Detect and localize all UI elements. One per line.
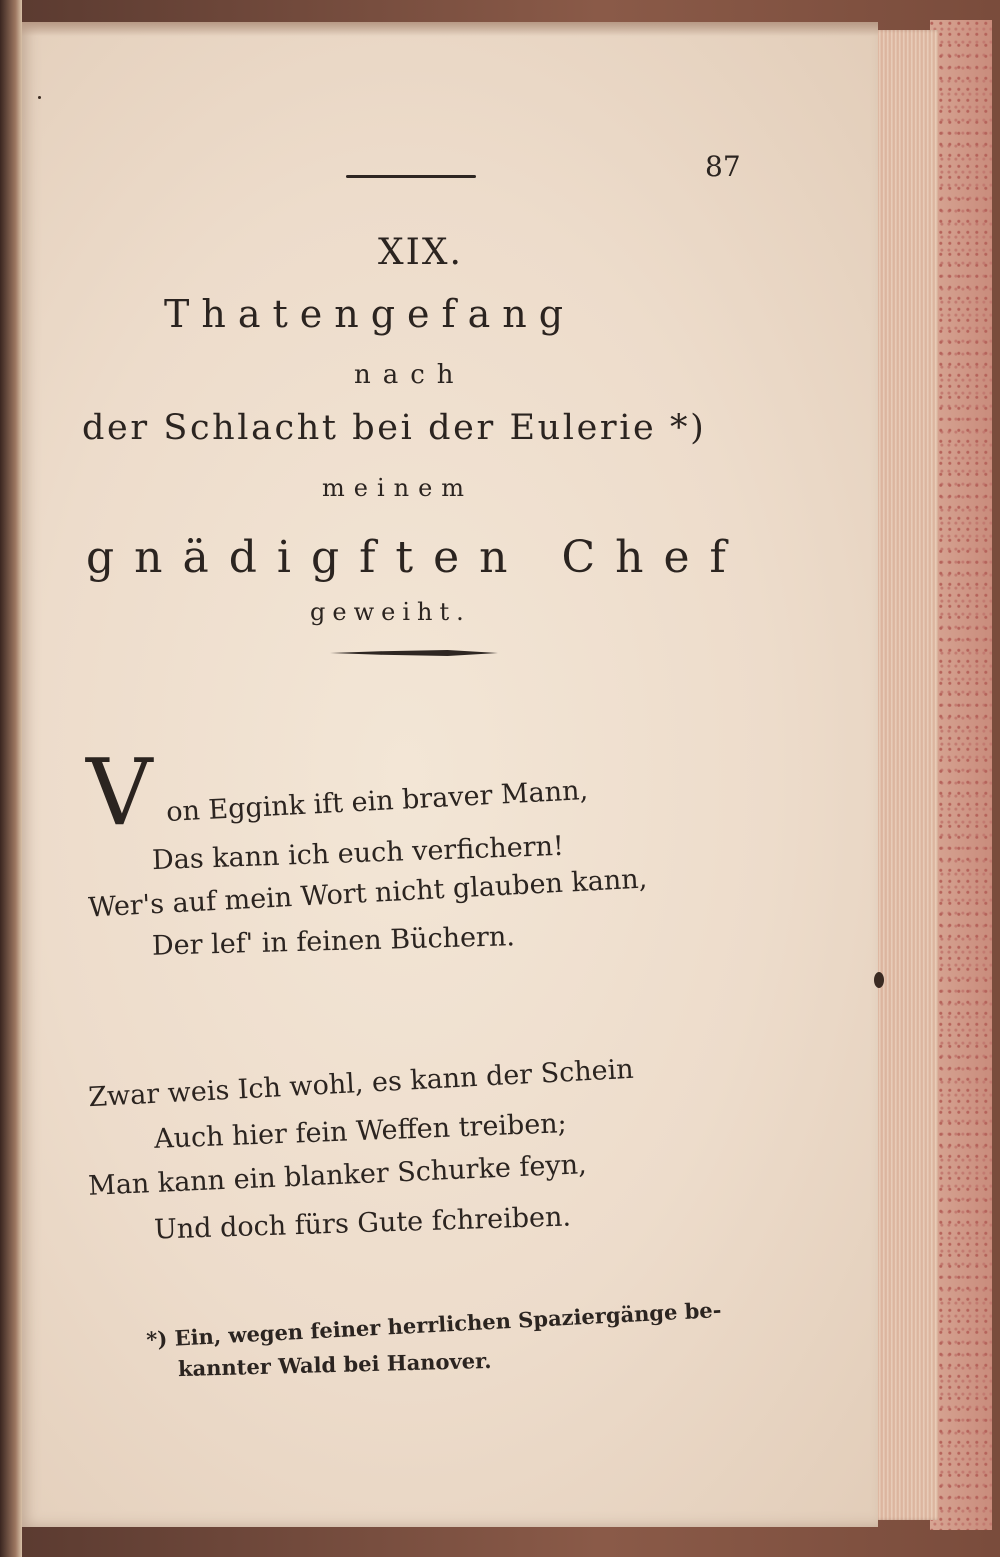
stanza1-line3: Wer's auf mein Wort nicht glauben kann, bbox=[87, 863, 648, 924]
page-number: 87 bbox=[705, 150, 741, 183]
title-line-1: Thatengefang bbox=[164, 292, 576, 336]
header-rule bbox=[346, 175, 476, 178]
title-nach: nach bbox=[354, 360, 466, 390]
ink-spot bbox=[38, 96, 41, 99]
book-spine bbox=[0, 0, 22, 1557]
stanza1-line2: Das kann ich euch verfichern! bbox=[151, 830, 565, 877]
page-stack bbox=[868, 30, 938, 1520]
page-top-shadow bbox=[18, 22, 878, 36]
page-block-edge bbox=[930, 20, 992, 1530]
title-geweiht: geweiht. bbox=[310, 598, 471, 626]
footnote-line2: kannter Wald bei Hanover. bbox=[177, 1347, 492, 1382]
footnote-line1: *) Ein, wegen feiner herrlichen Spaziergänge be- bbox=[145, 1296, 722, 1353]
stanza2-line4: Und doch fürs Gute fchreiben. bbox=[153, 1201, 572, 1246]
drop-cap: V bbox=[86, 739, 153, 846]
chapter-numeral: XIX. bbox=[378, 232, 463, 273]
ink-spot bbox=[874, 972, 884, 988]
stanza1-line1: on Eggink ift ein braver Mann, bbox=[165, 774, 589, 829]
stanza2-line2: Auch hier fein Weffen treiben; bbox=[153, 1108, 568, 1155]
title-line-2: der Schlacht bei der Eulerie *) bbox=[82, 408, 707, 448]
stanza2-line3: Man kann ein blanker Schurke feyn, bbox=[87, 1149, 588, 1202]
title-line-3: gnädigften Chef bbox=[86, 532, 746, 583]
stanza1-line4: Der lef' in feinen Büchern. bbox=[151, 921, 516, 962]
stanza2-line1: Zwar weis Ich wohl, es kann der Schein bbox=[87, 1053, 635, 1114]
title-meinem: meinem bbox=[322, 474, 474, 502]
